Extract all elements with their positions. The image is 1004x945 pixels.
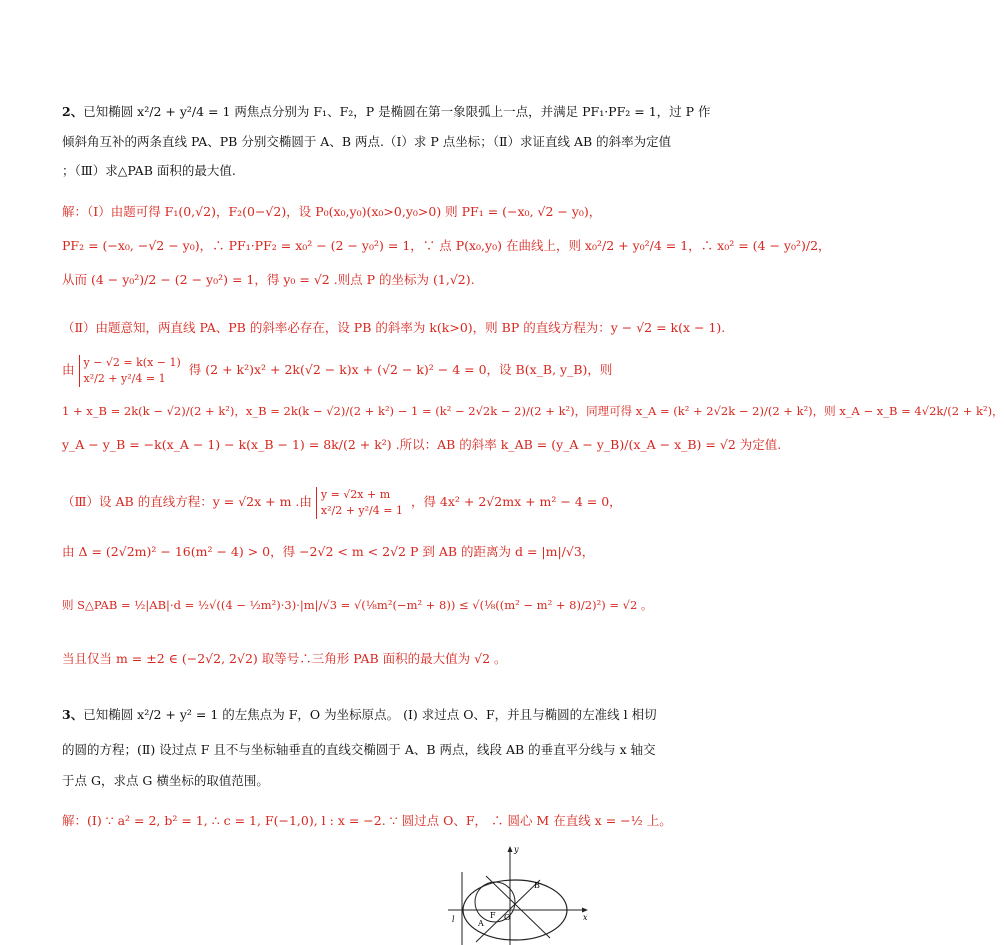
chord-ab [476, 880, 540, 942]
problem3-statement-l1: 已知椭圆 x²/2 + y² = 1 的左焦点为 F，O 为坐标原点。 (Ⅰ) 求过点 O、F，并且与椭圆的左准线 l 相切 [83, 707, 657, 722]
problem3-statement-l2: 的圆的方程；(Ⅱ) 设过点 F 且不与坐标轴垂直的直线交椭圆于 A、B 两点，线段 AB 的垂直平分线与 x 轴交 [62, 742, 656, 757]
point-b-label: B [534, 881, 540, 890]
directrix-label: l [452, 915, 455, 924]
origin-label: O [504, 913, 511, 922]
solution3-l1: 解：(Ⅰ) ∵ a² = 2, b² = 1, ∴ c = 1, F(−1,0), l : x = −2. ∵ 圆过点 O、F， ∴ 圆心 M 在直线 x = −½ 上。 [62, 813, 672, 828]
solution2-part3-l1 [62, 482, 622, 522]
solution2-part2-l4: y_A − y_B = −k(x_A − 1) − k(x_B − 1) = 8k/(2 + k²) .所以：AB 的斜率 k_AB = (y_A − y_B)/(x_A − x_B) = √2 为定值. [62, 437, 782, 452]
problem2-statement-l3: ；（Ⅲ）求△PAB 面积的最大值. [62, 163, 236, 178]
system-eq-b: x²/2 + y²/4 = 1 [83, 371, 166, 385]
system-eq-b: x²/2 + y²/4 = 1 [320, 503, 403, 517]
perpendicular-bisector [486, 876, 550, 938]
solution2-part1-l3: 从而 (4 − y₀²)/2 − (2 − y₀²) = 1，得 y₀ = √2 .则点 P 的坐标为 (1,√2). [62, 272, 475, 287]
solution2-part3-system [316, 487, 403, 519]
x-axis-label: x [583, 913, 588, 922]
solution2-part3-l4: 当且仅当 m = ±2 ∈ (−2√2, 2√2) 取等号∴三角形 PAB 面积的最大值为 √2 。 [62, 651, 507, 666]
system-eq-a: y = √2x + m [320, 487, 391, 501]
solution2-part1-l1: 解：（Ⅰ）由题可得 F₁(0,√2)，F₂(0−√2)，设 P₀(x₀,y₀)(x₀>0,y₀>0) 则 PF₁ = (−x₀, √2 − y₀)， [62, 204, 602, 219]
problem2-label: 2、 [62, 104, 84, 119]
solution2-part3-suffix: ，得 4x² + 2√2mx + m² − 4 = 0， [410, 494, 622, 509]
x-axis-arrow [582, 908, 588, 913]
solution2-part2-l3: 1 + x_B = 2k(k − √2)/(2 + k²)，x_B = 2k(k − √2)/(2 + k²) − 1 = (k² − 2√2k − 2)/(2 + k²)，同理可得 x_A = (k² + 2√2k − 2)/(2 + k²)，则 x_A − x_B = 4√2k/(2 + k²)， [62, 404, 1004, 418]
problem2-statement-l2: 倾斜角互补的两条直线 PA、PB 分别交椭圆于 A、B 两点.（Ⅰ）求 P 点坐标；（Ⅱ）求证直线 AB 的斜率为定值 [62, 134, 672, 149]
ellipse-figure [440, 842, 590, 945]
problem2-line1 [62, 103, 711, 121]
y-axis-arrow [508, 846, 513, 852]
solution2-part3-l3: 则 S△PAB = ½|AB|·d = ½√((4 − ½m²)·3)·|m|/√3 = √(⅛m²(−m² + 8)) ≤ √(⅛((m² − m² + 8)/2)²) = √2 。 [62, 598, 653, 612]
point-a-label: A [478, 919, 484, 928]
solution2-part2-l2 [62, 350, 613, 390]
solution2-part2-l2-text: 得 (2 + k²)x² + 2k(√2 − k)x + (√2 − k)² − 4 = 0，设 B(x_B, y_B)，则 [188, 362, 613, 377]
system-eq-a: y − √2 = k(x − 1) [83, 355, 181, 369]
solution2-part3-l2: 由 Δ = (2√2m)² − 16(m² − 4) > 0，得 −2√2 < m < 2√2 P 到 AB 的距离为 d = |m|/√3， [62, 544, 595, 559]
solution2-part2-l1: （Ⅱ）由题意知，两直线 PA、PB 的斜率必存在，设 PB 的斜率为 k(k>0)，则 BP 的直线方程为：y − √2 = k(x − 1). [62, 320, 726, 335]
problem3-line1 [62, 706, 657, 724]
solution2-part3-prefix: （Ⅲ）设 AB 的直线方程：y = √2x + m .由 [62, 494, 312, 509]
problem3-statement-l3: 于点 G，求点 G 横坐标的取值范围。 [62, 773, 269, 788]
problem3-label: 3、 [62, 707, 84, 722]
solution2-part2-system [79, 355, 181, 387]
problem2-statement-l1: 已知椭圆 x²/2 + y²/4 = 1 两焦点分别为 F₁、F₂，P 是椭圆在第一象限弧上一点，并满足 PF₁·PF₂ = 1，过 P 作 [83, 104, 711, 119]
solution2-part1-l2: PF₂ = (−x₀, −√2 − y₀)，∴ PF₁·PF₂ = x₀² − (2 − y₀²) = 1，∵ 点 P(x₀,y₀) 在曲线上，则 x₀²/2 + y₀²/4 = 1，∴ x₀² = (4 − y₀²)/2， [62, 238, 831, 253]
point-f-label: F [490, 911, 496, 920]
y-axis-label: y [514, 845, 519, 854]
solution2-part2-you: 由 [62, 362, 75, 377]
